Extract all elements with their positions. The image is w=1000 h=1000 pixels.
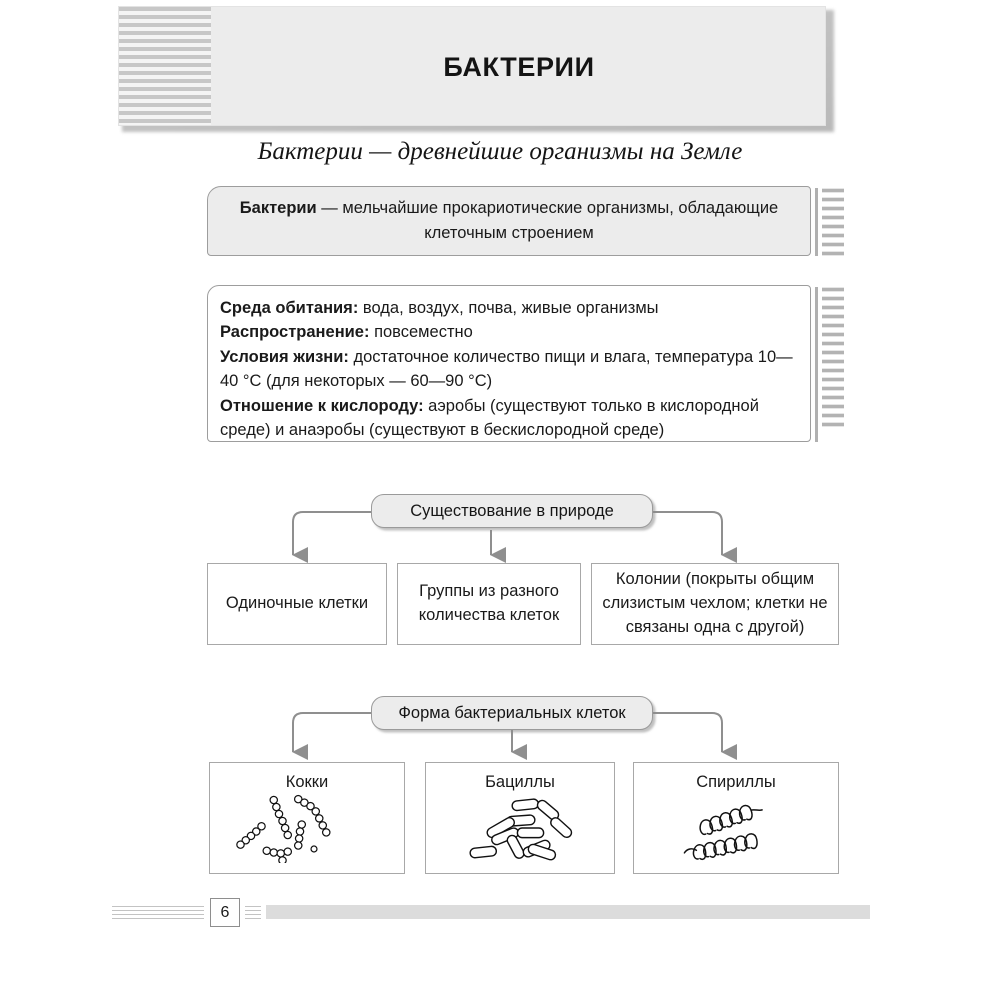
page-number: 6: [210, 898, 240, 927]
info-label: Распространение:: [220, 323, 370, 342]
page-footer: [112, 898, 872, 926]
info-value: вода, воздух, почва, живые организмы: [358, 299, 659, 317]
footer-bar: [266, 905, 870, 919]
bacilli-rods-icon: [426, 793, 614, 863]
shape-label-bacilli: Бациллы: [485, 773, 555, 791]
shape-card-spirilla: [633, 762, 839, 874]
page-title: БАКТЕРИИ: [443, 51, 595, 82]
definition-body: мельчайшие прокариотические организмы, обладающие клеточным строением: [342, 199, 779, 242]
existence-node: Существование в природе: [371, 494, 653, 528]
info-value: аэробы (существуют только в кислородной среде) и анаэробы (существуют в бескислородной среде): [220, 396, 759, 440]
definition-dash: —: [316, 199, 343, 218]
existence-item-colonies: Колонии (покрыты общим слизистым чехлом; клетки не связаны одна с другой): [591, 563, 839, 645]
info-label: Условия жизни:: [220, 347, 349, 366]
info-value: достаточное количество пищи и влага, температура 10—40 °С (для некоторых — 60—90 °С): [220, 347, 793, 391]
info-label: Среда обитания:: [220, 299, 359, 317]
shapes-node: Форма бактериальных клеток: [371, 696, 653, 730]
page-subtitle: Бактерии — древнейшие организмы на Земле: [257, 138, 743, 165]
shape-label-cocci: Кокки: [285, 773, 329, 791]
cocci-chains-icon: [210, 793, 404, 863]
shape-label-spirilla: Спириллы: [696, 773, 776, 791]
footer-rule-left: [112, 906, 204, 919]
shape-card-cocci: [209, 762, 405, 874]
spirilla-coils-icon: [634, 793, 838, 863]
existence-item-single-cells: Одиночные клетки: [207, 563, 387, 645]
info-label: Отношение к кислороду:: [220, 396, 424, 415]
definition-term: Бактерии: [239, 199, 317, 218]
footer-rule-mid: [245, 906, 261, 919]
info-value: повсеместно: [369, 323, 473, 342]
shape-card-bacilli: [425, 762, 615, 874]
existence-item-groups: Группы из разного количества клеток: [397, 563, 581, 645]
